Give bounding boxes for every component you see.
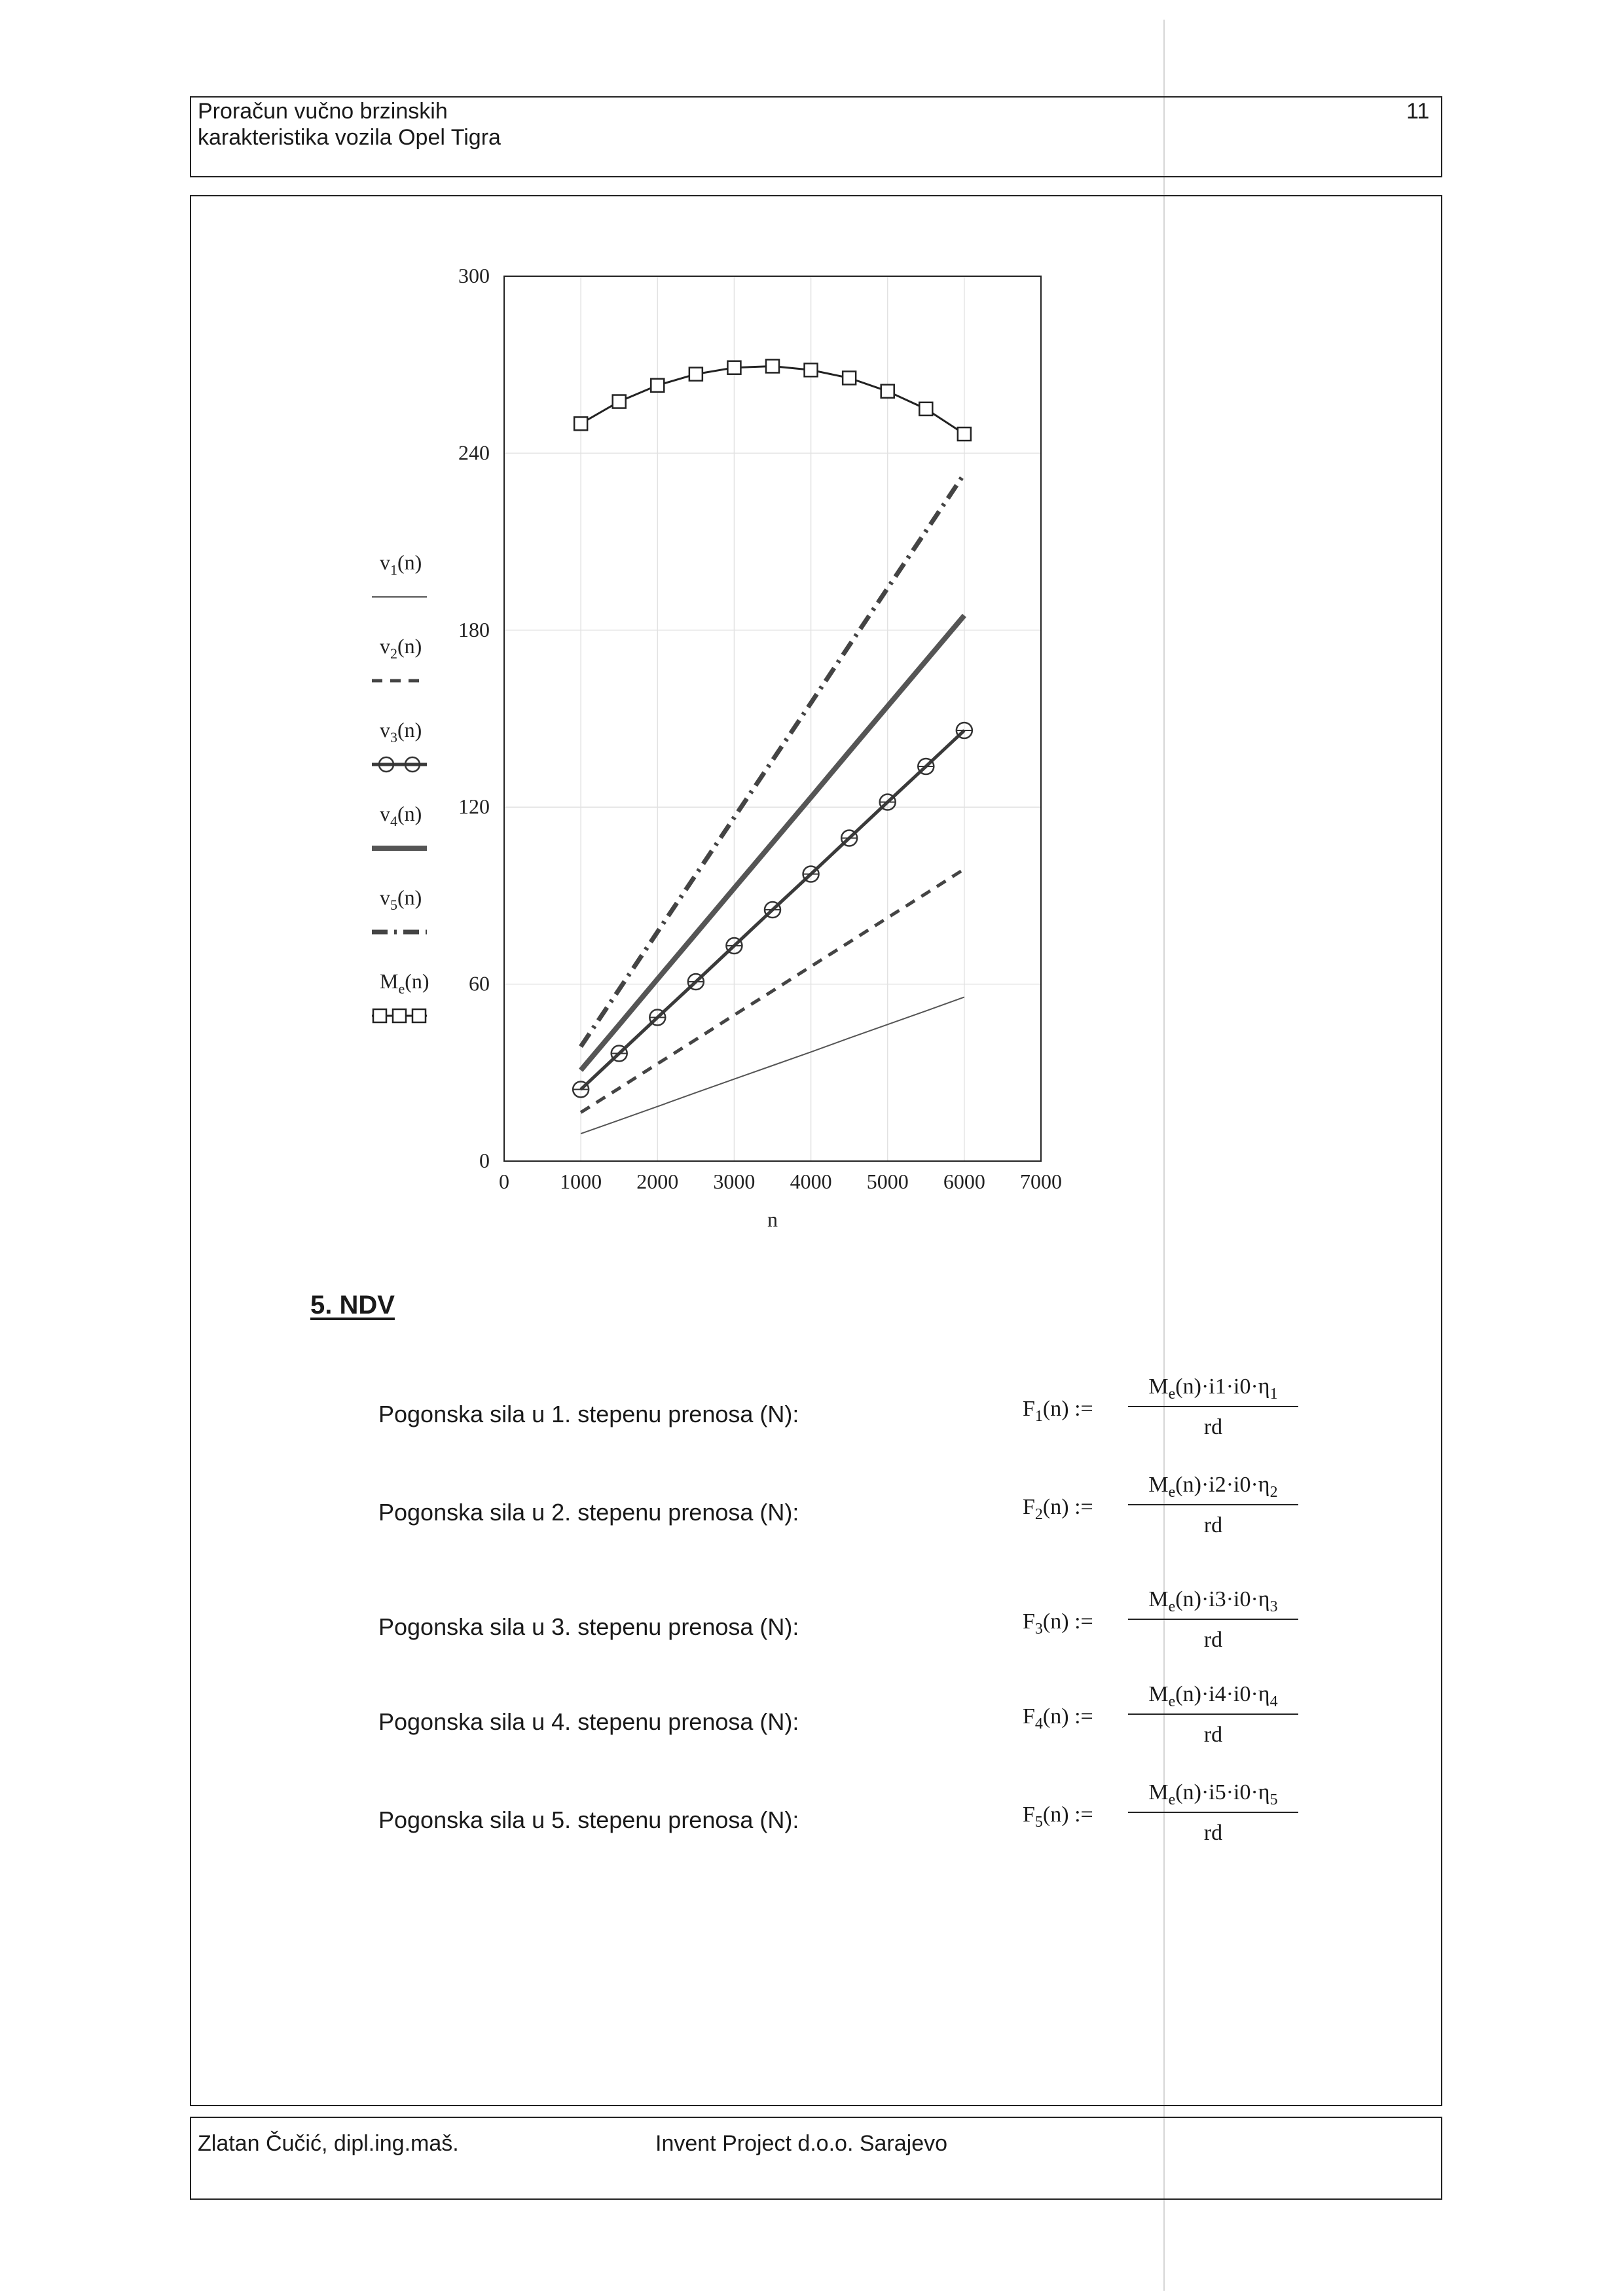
data-point-square [958,427,971,440]
formula-lhs: $F_3(n)$ := [1023,1609,1093,1638]
formula-numerator: $M_e(n)\cdot i1\cdot i0\cdot\eta_1$ [1148,1374,1278,1403]
footer-box [190,2117,1442,2200]
formula-numerator: $M_e(n)\cdot i3\cdot i0\cdot\eta_3$ [1148,1587,1278,1615]
y-tick-label: 0 [479,1149,490,1172]
y-tick-label: 180 [458,617,490,641]
data-point-square [727,361,740,374]
force-row-label: Pogonska sila u 4. stepenu prenosa (N): [378,1708,799,1735]
legend-marker-square [412,1009,426,1022]
series-line-4 [581,615,964,1070]
header-title-line1: Proračun vučno brzinskih [198,99,448,124]
footer-company: Invent Project d.o.o. Sarajevo [655,2131,948,2156]
legend-label: $M_e(n)$ [380,969,429,997]
series-line-1 [581,997,964,1134]
speed-torque-chart [367,249,1139,1250]
force-row-label: Pogonska sila u 3. stepenu prenosa (N): [378,1613,799,1640]
legend-label: $v_2(n)$ [380,634,422,662]
chart-legend [372,550,429,1022]
data-point-square [574,417,587,430]
series-line-2 [581,869,964,1113]
legend-label: $v_3(n)$ [380,718,422,745]
x-tick-label: 1000 [560,1170,602,1193]
formula-lhs: $F_4(n)$ := [1023,1704,1093,1732]
formula-lhs: $F_2(n)$ := [1023,1495,1093,1523]
y-tick-labels [458,264,490,1172]
data-point-square [843,371,856,384]
legend-label: $v_5(n)$ [380,886,422,913]
fraction-bar [1128,1406,1298,1407]
series-line-6 [581,367,964,435]
data-point-square [805,363,818,376]
data-point-square [766,359,779,372]
force-formula [1008,1780,1309,1852]
x-tick-label: 6000 [943,1170,985,1193]
formula-lhs: $F_5(n)$ := [1023,1803,1093,1831]
fraction-bar [1128,1619,1298,1620]
data-point-square [613,395,626,408]
x-tick-labels [499,1170,1062,1193]
legend-label: $v_1(n)$ [380,550,422,578]
formula-numerator: $M_e(n)\cdot i5\cdot i0\cdot\eta_5$ [1148,1780,1278,1808]
force-formula [1008,1374,1309,1446]
page-number: 11 [1406,99,1430,124]
x-axis-label: n [767,1208,778,1231]
series-line-5 [581,474,964,1047]
data-point-square [881,385,894,398]
fraction-bar [1128,1504,1298,1505]
x-tick-label: 5000 [866,1170,909,1193]
data-point-square [689,368,702,381]
fraction-bar [1128,1713,1298,1715]
y-tick-label: 240 [458,440,490,465]
y-tick-label: 60 [469,971,490,996]
x-tick-label: 7000 [1020,1170,1062,1193]
formula-numerator: $M_e(n)\cdot i2\cdot i0\cdot\eta_2$ [1148,1473,1278,1501]
x-tick-label: 2000 [636,1170,679,1193]
data-point-square [919,403,932,416]
legend-marker-square [373,1009,386,1022]
force-row-label: Pogonska sila u 5. stepenu prenosa (N): [378,1806,799,1833]
formula-lhs: $F_1(n)$ := [1023,1397,1093,1425]
formula-denominator: rd [1203,1628,1223,1652]
formula-denominator: rd [1203,1513,1223,1537]
formula-denominator: rd [1203,1415,1223,1439]
fraction-bar [1128,1812,1298,1813]
formula-numerator: $M_e(n)\cdot i4\cdot i0\cdot\eta_4$ [1148,1682,1278,1710]
legend-marker-square [393,1009,406,1022]
force-row-label: Pogonska sila u 2. stepenu prenosa (N): [378,1499,799,1526]
section-heading: 5. NDV [310,1291,395,1319]
formula-denominator: rd [1203,1821,1223,1845]
data-point-square [651,379,664,392]
series-layer [573,359,972,1134]
header-title-line2: karakteristika vozila Opel Tigra [198,125,501,150]
x-tick-label: 4000 [790,1170,832,1193]
x-tick-label: 0 [499,1170,509,1193]
force-row-label: Pogonska sila u 1. stepenu prenosa (N): [378,1401,799,1427]
force-formula [1008,1587,1309,1659]
legend-label: $v_4(n)$ [380,802,422,829]
formula-denominator: rd [1203,1723,1223,1747]
y-tick-label: 120 [458,795,490,819]
footer-author: Zlatan Čučić, dipl.ing.maš. [198,2131,459,2156]
y-tick-label: 300 [458,264,490,287]
plot-frame [504,276,1041,1161]
x-tick-label: 3000 [713,1170,756,1193]
force-formula [1008,1682,1309,1754]
force-formula [1008,1473,1309,1545]
chart-grid [504,276,1041,1161]
